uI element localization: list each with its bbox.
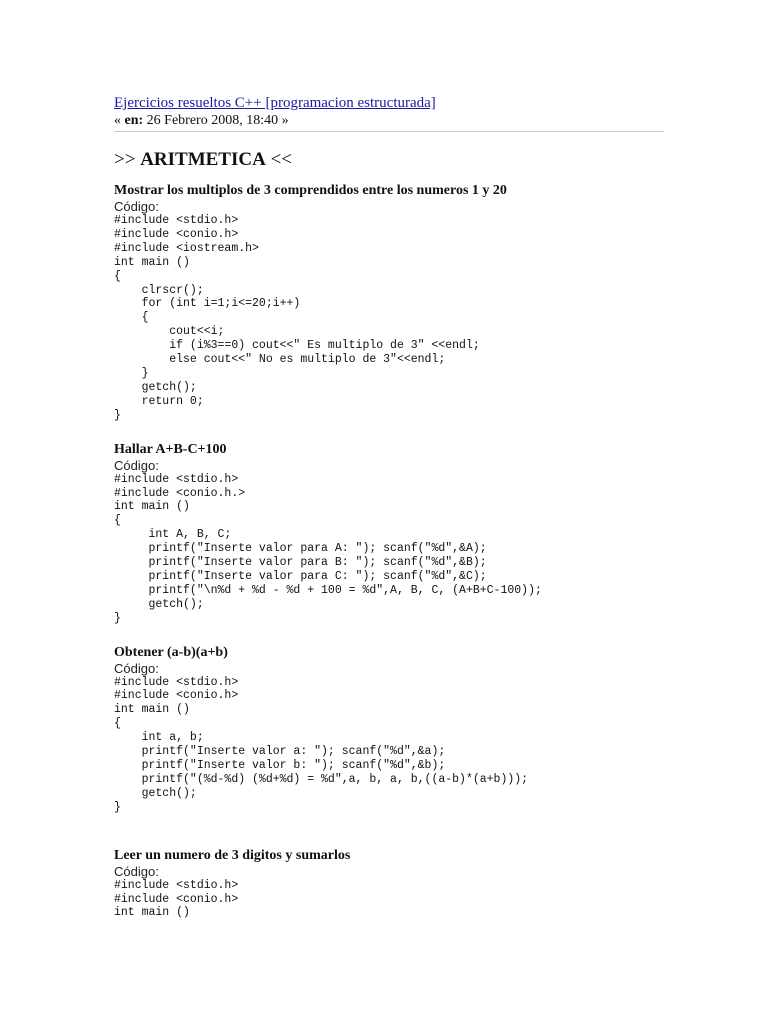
code-label: Código:: [114, 863, 159, 879]
section-heading: [114, 149, 666, 171]
exercise-2: [114, 442, 666, 626]
exercise-title: Hallar A+B-C+100: [114, 441, 227, 457]
exercise-3: [114, 645, 666, 815]
forum-post: [114, 94, 666, 920]
exercise-title: Mostrar los multiplos de 3 comprendidos entre los numeros 1 y 20: [114, 183, 507, 198]
post-title-link[interactable]: Ejercicios resueltos C++ [programacion estructurada]: [114, 95, 436, 111]
meta-date: 26 Febrero 2008, 18:40 »: [143, 113, 289, 128]
exercise-title: Obtener (a-b)(a+b): [114, 644, 228, 660]
code-block: #include <stdio.h> #include <conio.h> int main () { int a, b; printf("Inserte valor a: "); scanf("%d",&a); printf("Inserte valor b: "); scanf("%d",&b); printf("(%d-%d) (%d+%d) = %d",a, b, a, b,((a-b)*(a+b))); getch(); }: [114, 675, 529, 814]
exercise-4: [114, 848, 666, 921]
section-title: ARITMETICA: [140, 149, 266, 170]
code-block: #include <stdio.h> #include <conio.h.> int main () { int A, B, C; printf("Inserte valor para A: "); scanf("%d",&A); printf("Inserte valor para B: "); scanf("%d",&B); printf("Inserte valor para C: "); scanf("%d",&C); printf("\n%d + %d - %d + 100 = %d",A, B, C, (A+B+C-100)); getch(); }: [114, 472, 542, 625]
section-suffix: <<: [265, 149, 292, 170]
header-divider: [114, 131, 664, 132]
code-block: #include <stdio.h> #include <conio.h> #include <iostream.h> int main () { clrscr(); for (int i=1;i<=20;i++) { cout<<i; if (i%3==0) cout<<" Es multiplo de 3" <<endl; else cout<<" No es multiplo de 3"<<endl; } getch(); return 0; }: [114, 214, 480, 422]
code-label: Código:: [114, 457, 159, 473]
meta-label: en:: [124, 113, 144, 128]
exercise-title: Leer un numero de 3 digitos y sumarlos: [114, 847, 351, 863]
code-block: #include <stdio.h> #include <conio.h> int main (): [114, 878, 239, 920]
section-prefix: >>: [114, 149, 141, 170]
meta-open: «: [114, 113, 125, 128]
code-label: Código:: [114, 660, 159, 676]
post-meta: [114, 112, 666, 129]
exercise-1: [114, 183, 666, 423]
code-label: Código:: [114, 199, 159, 214]
